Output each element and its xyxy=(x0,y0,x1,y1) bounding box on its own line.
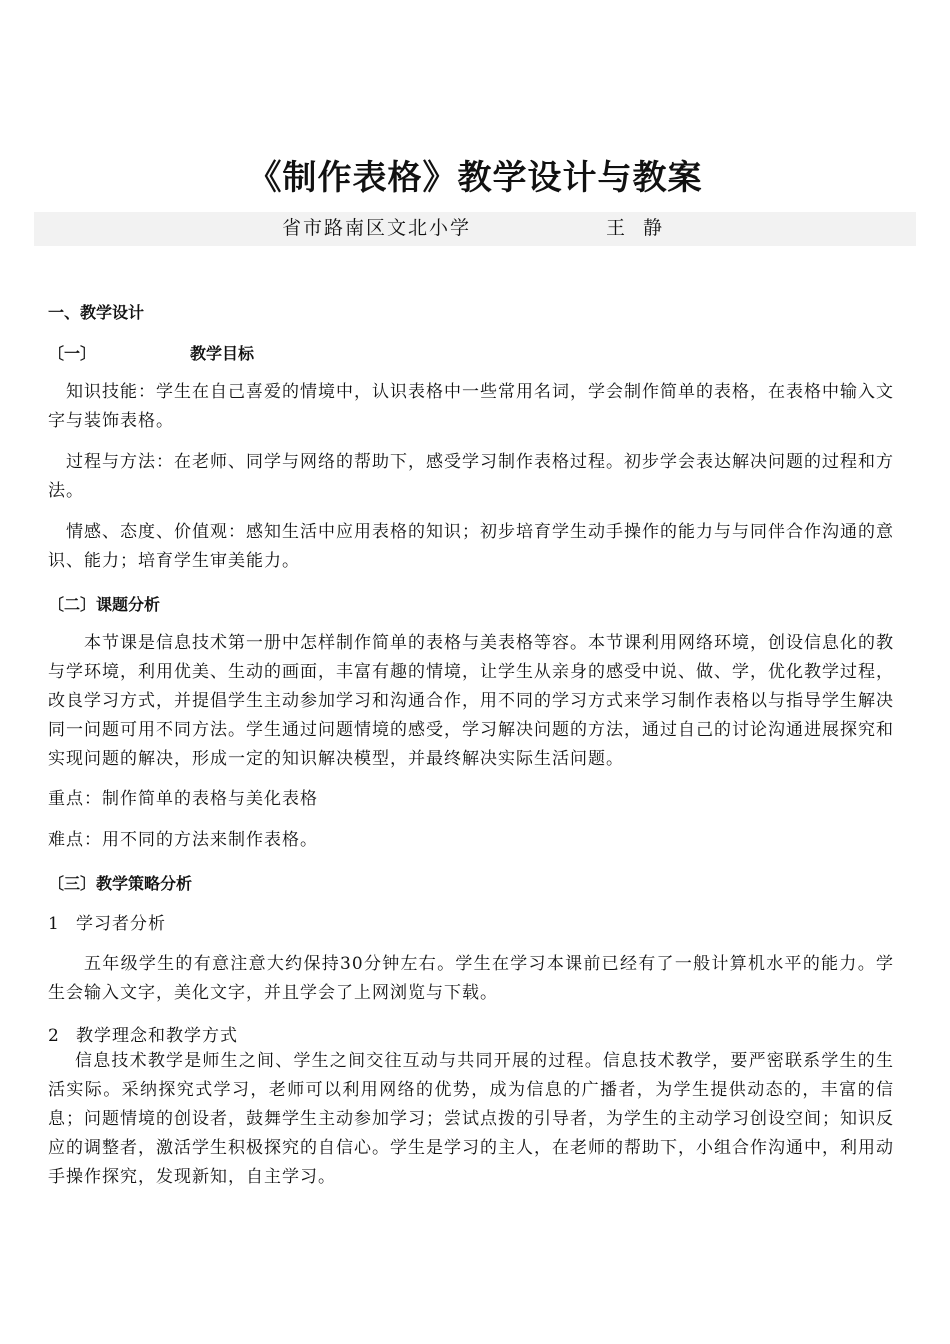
subsection-heading-objectives xyxy=(48,341,254,364)
document-title: 《制作表格》教学设计与教案 xyxy=(247,158,703,198)
item-title: 教学理念和教学方式 xyxy=(76,1026,238,1046)
author-bar xyxy=(34,212,916,246)
subsection-title: 教学目标 xyxy=(190,344,255,363)
item-title: 学习者分析 xyxy=(76,914,166,934)
subsection-heading-strategy: 〔三〕教学策略分析 xyxy=(48,874,193,893)
analysis-paragraph: 本节课是信息技术第一册中怎样制作简单的表格与美表格等容。本节课利用网络环境，创设信息化的教与学环境，利用优美、生动的画面，丰富有趣的情境，让学生从亲身的感受中说、做、学，优化教学过程，改良学习方式，并提倡学生主动参加学习和沟通合作，用不同的学习方式来学习制作表格以与指导学生解决同一问题可用不同方法。学生通过问题情境的感受，学习解决问题的方法，通过自己的讨论沟通进展探究和实现问题的解决，形成一定的知识解决模型，并最终解决实际生活问题。 xyxy=(48,633,894,769)
difficulty-text: 难点：用不同的方法来制作表格。 xyxy=(48,830,318,850)
item-number: 1 xyxy=(48,914,60,934)
strategy-item-learner xyxy=(48,909,166,934)
author-name: 王静 xyxy=(606,217,681,239)
subsection-number: 〔一〕 xyxy=(48,344,97,363)
subsection-heading-analysis: 〔二〕课题分析 xyxy=(48,595,161,614)
author-school: 省市路南区文北小学 xyxy=(282,217,472,239)
key-point-text: 重点：制作简单的表格与美化表格 xyxy=(48,789,318,809)
objective-paragraph-knowledge: 知识技能：学生在自己喜爱的情境中，认识表格中一些常用名词，学会制作简单的表格，在表格中输入文字与装饰表格。 xyxy=(48,382,894,431)
teaching-method-paragraph: 信息技术教学是师生之间、学生之间交往互动与共同开展的过程。信息技术教学，要严密联系学生的生活实际。采纳探究式学习，老师可以利用网络的优势，成为信息的广播者，为学生提供动态的，丰富的信息；问题情境的创设者，鼓舞学生主动参加学习；尝试点拨的引导者，为学生的主动学习创设空间；知识反应的调整者，激活学生积极探究的自信心。学生是学习的主人，在老师的帮助下，小组合作沟通中，利用动手操作探究，发现新知，自主学习。 xyxy=(48,1051,894,1187)
section-heading-teaching-design: 一、教学设计 xyxy=(48,303,145,322)
item-number: 2 xyxy=(48,1026,60,1046)
learner-paragraph: 五年级学生的有意注意大约保持30分钟左右。学生在学习本课前已经有了一般计算机水平的能力。学生会输入文字，美化文字，并且学会了上网浏览与下载。 xyxy=(48,954,894,1003)
objective-paragraph-emotion: 情感、态度、价值观：感知生活中应用表格的知识；初步培育学生动手操作的能力与与同伴合作沟通的意识、能力；培育学生审美能力。 xyxy=(48,522,894,571)
objective-paragraph-process: 过程与方法：在老师、同学与网络的帮助下，感受学习制作表格过程。初步学会表达解决问题的过程和方法。 xyxy=(48,452,894,501)
strategy-item-teaching-method xyxy=(48,1021,238,1046)
